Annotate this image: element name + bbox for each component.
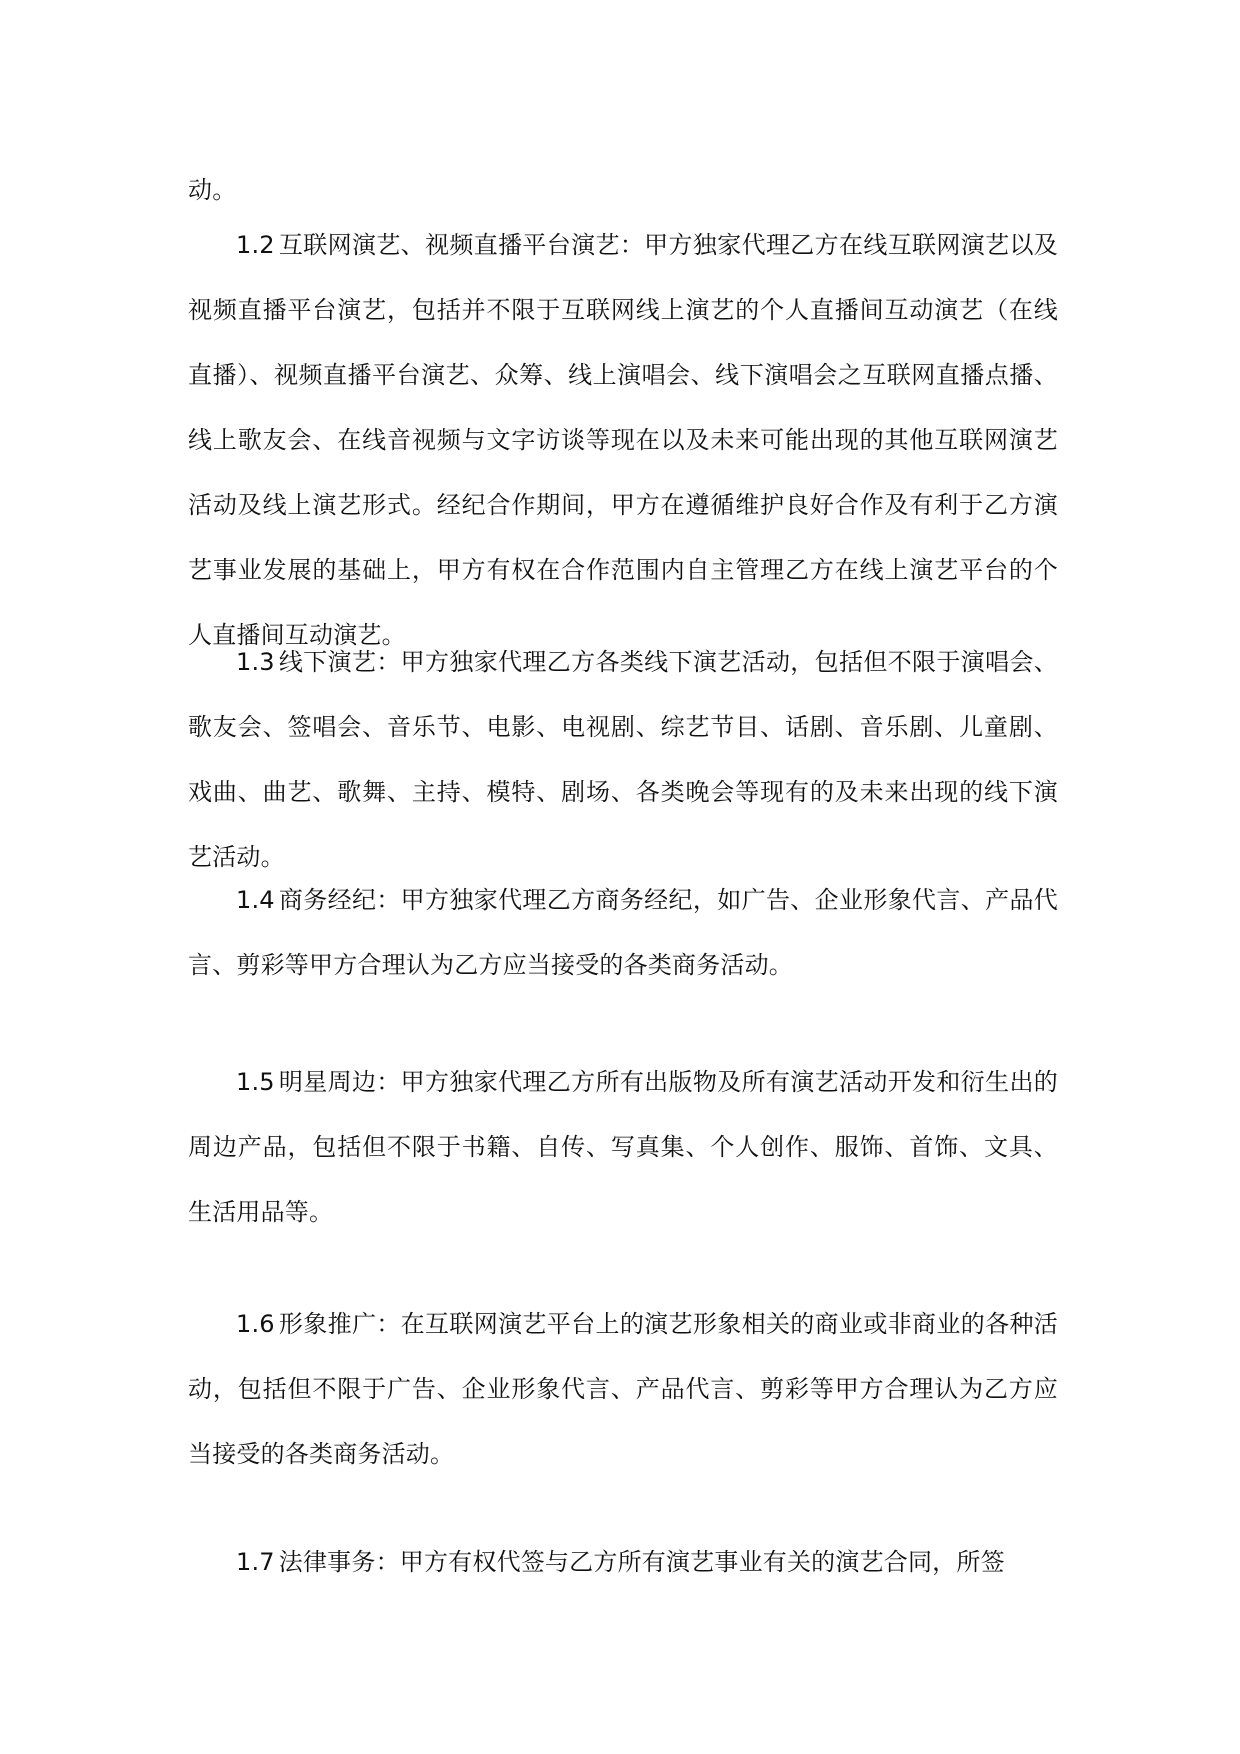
- paragraph-text: 互联网演艺、视频直播平台演艺：甲方独家代理乙方在线互联网演艺以及视频直播平台演艺，包括并不限于互联网线上演艺的个人直播间互动演艺（在线直播）、视频直播平台演艺、众筹、线上演唱会、线下演唱会之互联网直播点播、线上歌友会、在线音视频与文字访谈等现在以及未来可能出现的其他互联网演艺活动及线上演艺形式。经纪合作期间，甲方在遵循维护良好合作及有利于乙方演艺事业发展的基础上，甲方有权在合作范围内自主管理乙方在线上演艺平台的个人直播间互动演艺。: [188, 231, 1058, 649]
- paragraph-text: 商务经纪：甲方独家代理乙方商务经纪，如广告、企业形象代言、产品代言、剪彩等甲方合理认为乙方应当接受的各类商务活动。: [188, 886, 1058, 979]
- paragraph-1-5: [188, 1050, 1058, 1245]
- clause-number: 1.6: [236, 1310, 275, 1338]
- clause-number: 1.5: [236, 1068, 275, 1096]
- clause-number: 1.4: [236, 886, 275, 914]
- paragraph-text: 线下演艺：甲方独家代理乙方各类线下演艺活动，包括但不限于演唱会、歌友会、签唱会、音乐节、电影、电视剧、综艺节目、话剧、音乐剧、儿童剧、戏曲、曲艺、歌舞、主持、模特、剧场、各类晚会等现有的及未来出现的线下演艺活动。: [188, 648, 1058, 871]
- paragraph-1-6: [188, 1292, 1058, 1487]
- paragraph-1-2: [188, 213, 1058, 668]
- clause-number: 1.3: [236, 648, 275, 676]
- paragraph-text: 法律事务：甲方有权代签与乙方所有演艺事业有关的演艺合同，所签: [278, 1548, 1005, 1576]
- paragraph-1-7: [188, 1530, 1058, 1595]
- paragraph-1-4: [188, 868, 1058, 998]
- paragraph-text: 明星周边：甲方独家代理乙方所有出版物及所有演艺活动开发和衍生出的周边产品，包括但不限于书籍、自传、写真集、个人创作、服饰、首饰、文具、生活用品等。: [188, 1068, 1058, 1226]
- paragraph-text: 形象推广：在互联网演艺平台上的演艺形象相关的商业或非商业的各种活动，包括但不限于广告、企业形象代言、产品代言、剪彩等甲方合理认为乙方应当接受的各类商务活动。: [188, 1310, 1058, 1468]
- paragraph-1-3: [188, 630, 1058, 890]
- clause-number: 1.7: [236, 1548, 275, 1576]
- paragraph-text: 动。: [188, 176, 237, 204]
- clause-number: 1.2: [236, 231, 275, 259]
